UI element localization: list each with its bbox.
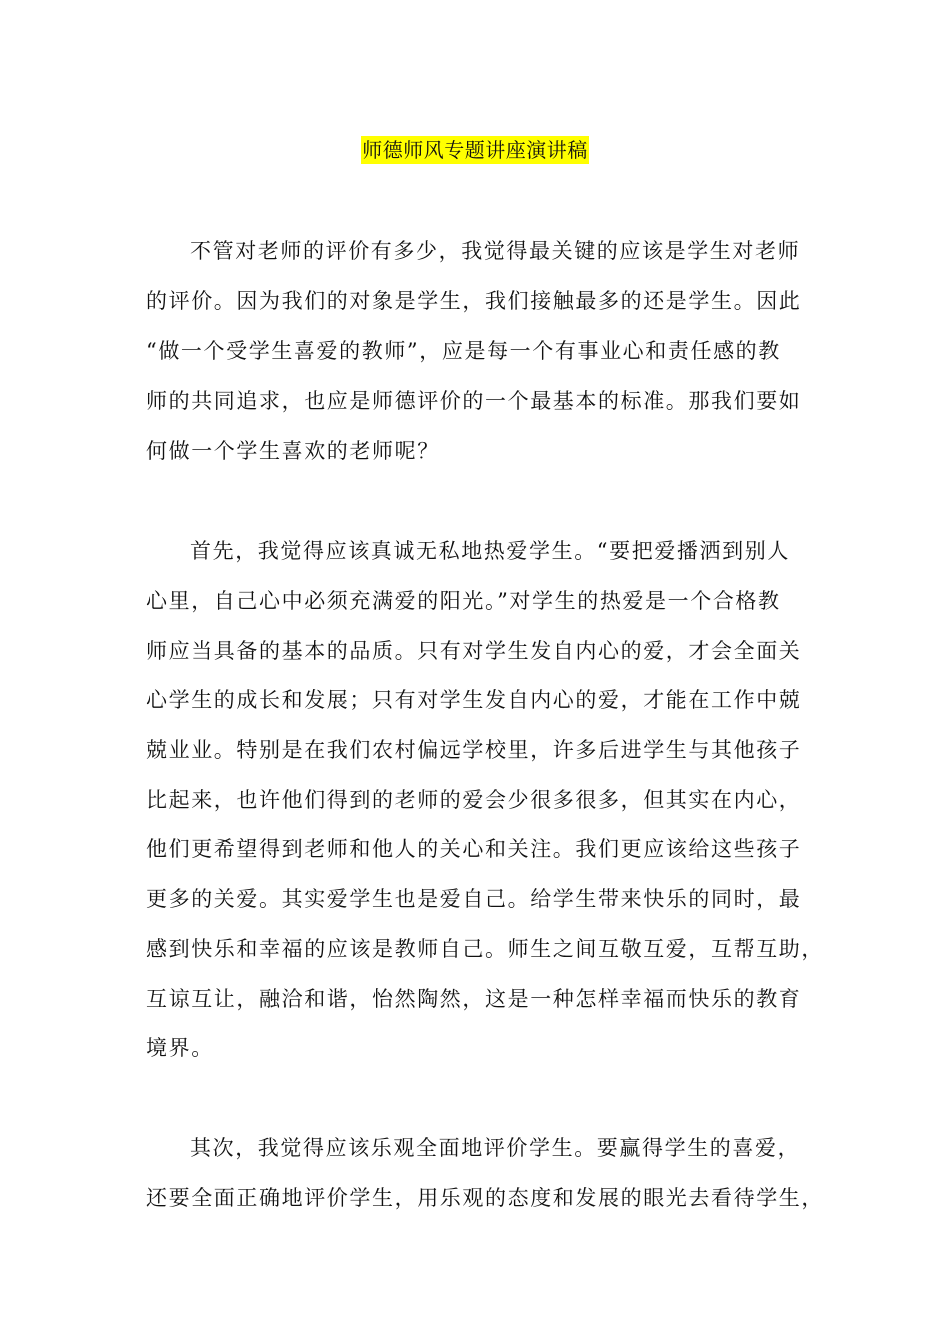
- paragraph-2-line-9: 感到快乐和幸福的应该是教师自己。师生之间互敬互爱，互帮互助，: [146, 937, 824, 961]
- paragraph-1-line-4: 师的共同追求，也应是师德评价的一个最基本的标准。那我们要如: [146, 389, 802, 413]
- paragraph-2-line-5: 兢业业。特别是在我们农村偏远学校里，许多后进学生与其他孩子: [146, 738, 802, 762]
- paragraph-2-line-6: 比起来，也许他们得到的老师的爱会少很多很多，但其实在内心，: [146, 788, 802, 812]
- paragraph-3-line-1: 其次，我觉得应该乐观全面地评价学生。要赢得学生的喜爱，: [190, 1136, 801, 1160]
- paragraph-2-line-8: 更多的关爱。其实爱学生也是爱自己。给学生带来快乐的同时，最: [146, 887, 802, 911]
- paragraph-3-line-2: 还要全面正确地评价学生，用乐观的态度和发展的眼光去看待学生，: [146, 1186, 824, 1210]
- title-container: [0, 136, 950, 164]
- paragraph-2-line-2: 心里，自己心中必须充满爱的阳光。”对学生的热爱是一个合格教: [146, 589, 781, 613]
- paragraph-2-line-7: 他们更希望得到老师和他人的关心和关注。我们更应该给这些孩子: [146, 837, 802, 861]
- document-title: 师德师风专题讲座演讲稿: [362, 138, 588, 162]
- paragraph-2-line-1: 首先，我觉得应该真诚无私地热爱学生。“要把爱播洒到别人: [190, 539, 790, 563]
- paragraph-2-line-4: 心学生的成长和发展；只有对学生发自内心的爱，才能在工作中兢: [146, 688, 802, 712]
- paragraph-1-line-2: 的评价。因为我们的对象是学生，我们接触最多的还是学生。因此: [146, 289, 802, 313]
- paragraph-1-line-5: 何做一个学生喜欢的老师呢？: [146, 439, 440, 463]
- paragraph-1-line-3: “做一个受学生喜爱的教师”，应是每一个有事业心和责任感的教: [146, 339, 781, 363]
- paragraph-1-line-1: 不管对老师的评价有多少，我觉得最关键的应该是学生对老师: [190, 239, 801, 263]
- paragraph-2-line-3: 师应当具备的基本的品质。只有对学生发自内心的爱，才会全面关: [146, 639, 802, 663]
- paragraph-2-line-11: 境界。: [146, 1036, 214, 1060]
- paragraph-2-line-10: 互谅互让，融洽和谐，怡然陶然，这是一种怎样幸福而快乐的教育: [146, 987, 802, 1011]
